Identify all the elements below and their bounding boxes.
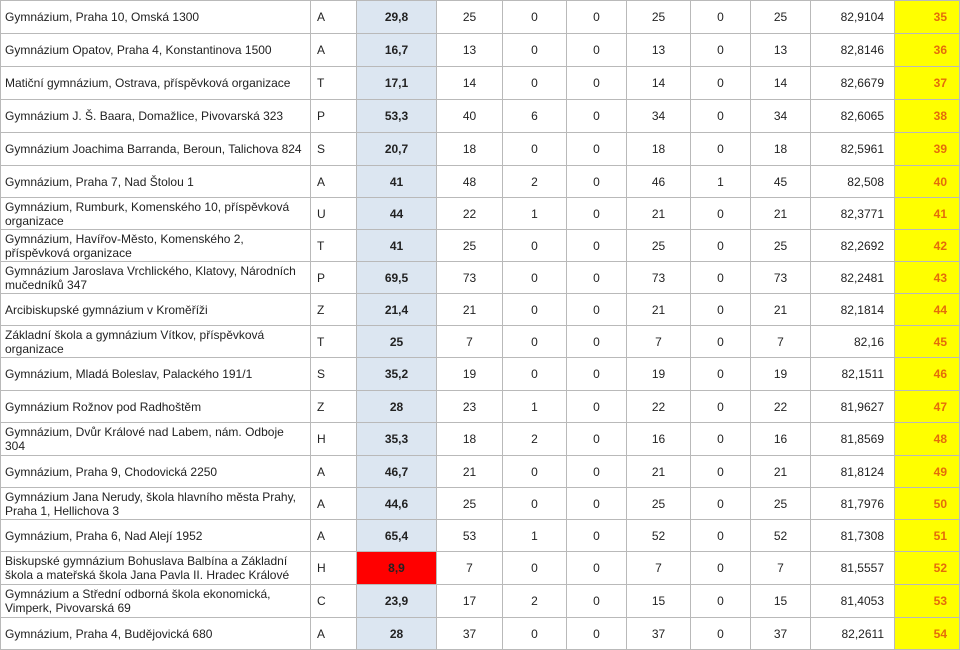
count-cell-6: 21 xyxy=(751,294,811,326)
index-value: 81,8569 xyxy=(811,423,895,456)
rank-cell: 46 xyxy=(895,358,960,391)
table-row xyxy=(1,488,960,520)
count-cell-4: 73 xyxy=(627,262,691,294)
table-row xyxy=(1,423,960,456)
school-type: A xyxy=(311,456,357,488)
school-type: A xyxy=(311,1,357,34)
count-cell-6: 37 xyxy=(751,618,811,650)
count-cell-5: 0 xyxy=(691,552,751,585)
table-row xyxy=(1,358,960,391)
rank-cell: 42 xyxy=(895,230,960,262)
rank-cell: 39 xyxy=(895,133,960,166)
count-cell-1: 23 xyxy=(437,391,503,423)
count-cell-5: 0 xyxy=(691,294,751,326)
school-type: P xyxy=(311,262,357,294)
count-cell-4: 18 xyxy=(627,133,691,166)
index-value: 82,16 xyxy=(811,326,895,358)
count-cell-6: 52 xyxy=(751,520,811,552)
count-cell-4: 21 xyxy=(627,456,691,488)
school-type: T xyxy=(311,230,357,262)
count-cell-5: 0 xyxy=(691,67,751,100)
count-cell-5: 0 xyxy=(691,1,751,34)
score-cell: 41 xyxy=(357,166,437,198)
count-cell-4: 34 xyxy=(627,100,691,133)
count-cell-6: 19 xyxy=(751,358,811,391)
school-name: Gymnázium, Praha 10, Omská 1300 xyxy=(1,1,311,34)
score-cell: 23,9 xyxy=(357,585,437,618)
index-value: 82,1511 xyxy=(811,358,895,391)
index-value: 82,6065 xyxy=(811,100,895,133)
count-cell-4: 19 xyxy=(627,358,691,391)
count-cell-1: 73 xyxy=(437,262,503,294)
count-cell-3: 0 xyxy=(567,423,627,456)
count-cell-2: 6 xyxy=(503,100,567,133)
count-cell-4: 21 xyxy=(627,198,691,230)
school-name: Gymnázium Rožnov pod Radhoštěm xyxy=(1,391,311,423)
count-cell-4: 25 xyxy=(627,230,691,262)
school-type: Z xyxy=(311,391,357,423)
school-type: H xyxy=(311,423,357,456)
index-value: 82,9104 xyxy=(811,1,895,34)
count-cell-6: 25 xyxy=(751,488,811,520)
school-type: S xyxy=(311,358,357,391)
count-cell-5: 0 xyxy=(691,358,751,391)
count-cell-5: 0 xyxy=(691,230,751,262)
count-cell-3: 0 xyxy=(567,230,627,262)
count-cell-2: 1 xyxy=(503,198,567,230)
school-type: T xyxy=(311,326,357,358)
school-type: C xyxy=(311,585,357,618)
index-value: 82,508 xyxy=(811,166,895,198)
school-name: Gymnázium, Praha 9, Chodovická 2250 xyxy=(1,456,311,488)
count-cell-2: 2 xyxy=(503,423,567,456)
school-name: Gymnázium, Mladá Boleslav, Palackého 191/1 xyxy=(1,358,311,391)
table-row xyxy=(1,391,960,423)
count-cell-1: 22 xyxy=(437,198,503,230)
score-cell: 35,3 xyxy=(357,423,437,456)
count-cell-6: 25 xyxy=(751,230,811,262)
rank-cell: 43 xyxy=(895,262,960,294)
table-row xyxy=(1,456,960,488)
count-cell-2: 0 xyxy=(503,488,567,520)
count-cell-6: 7 xyxy=(751,552,811,585)
table-row xyxy=(1,100,960,133)
score-cell: 35,2 xyxy=(357,358,437,391)
school-name: Gymnázium Joachima Barranda, Beroun, Talichova 824 xyxy=(1,133,311,166)
count-cell-1: 21 xyxy=(437,456,503,488)
score-cell: 69,5 xyxy=(357,262,437,294)
count-cell-4: 21 xyxy=(627,294,691,326)
school-type: H xyxy=(311,552,357,585)
index-value: 82,5961 xyxy=(811,133,895,166)
count-cell-1: 13 xyxy=(437,34,503,67)
count-cell-5: 0 xyxy=(691,488,751,520)
count-cell-2: 0 xyxy=(503,133,567,166)
count-cell-6: 21 xyxy=(751,456,811,488)
count-cell-5: 0 xyxy=(691,133,751,166)
count-cell-3: 0 xyxy=(567,294,627,326)
count-cell-5: 0 xyxy=(691,100,751,133)
rank-cell: 52 xyxy=(895,552,960,585)
count-cell-1: 19 xyxy=(437,358,503,391)
count-cell-4: 7 xyxy=(627,552,691,585)
count-cell-4: 25 xyxy=(627,1,691,34)
count-cell-5: 0 xyxy=(691,262,751,294)
rank-cell: 37 xyxy=(895,67,960,100)
count-cell-2: 0 xyxy=(503,552,567,585)
school-type: P xyxy=(311,100,357,133)
count-cell-1: 25 xyxy=(437,1,503,34)
count-cell-1: 17 xyxy=(437,585,503,618)
score-cell: 21,4 xyxy=(357,294,437,326)
count-cell-3: 0 xyxy=(567,34,627,67)
count-cell-4: 7 xyxy=(627,326,691,358)
school-type: A xyxy=(311,618,357,650)
table-body xyxy=(1,1,960,650)
count-cell-4: 46 xyxy=(627,166,691,198)
school-name: Matiční gymnázium, Ostrava, příspěvková organizace xyxy=(1,67,311,100)
count-cell-1: 25 xyxy=(437,230,503,262)
score-cell: 25 xyxy=(357,326,437,358)
rank-cell: 40 xyxy=(895,166,960,198)
index-value: 82,6679 xyxy=(811,67,895,100)
index-value: 82,8146 xyxy=(811,34,895,67)
count-cell-5: 0 xyxy=(691,423,751,456)
count-cell-5: 0 xyxy=(691,34,751,67)
school-name: Gymnázium Opatov, Praha 4, Konstantinova 1500 xyxy=(1,34,311,67)
count-cell-2: 0 xyxy=(503,67,567,100)
table-row xyxy=(1,294,960,326)
count-cell-2: 0 xyxy=(503,230,567,262)
count-cell-3: 0 xyxy=(567,100,627,133)
count-cell-4: 22 xyxy=(627,391,691,423)
count-cell-4: 16 xyxy=(627,423,691,456)
count-cell-5: 0 xyxy=(691,198,751,230)
table-row xyxy=(1,166,960,198)
table-row xyxy=(1,230,960,262)
school-name: Gymnázium, Praha 6, Nad Alejí 1952 xyxy=(1,520,311,552)
rank-cell: 41 xyxy=(895,198,960,230)
count-cell-2: 2 xyxy=(503,585,567,618)
rank-cell: 48 xyxy=(895,423,960,456)
count-cell-4: 52 xyxy=(627,520,691,552)
count-cell-2: 2 xyxy=(503,166,567,198)
index-value: 82,2481 xyxy=(811,262,895,294)
count-cell-1: 25 xyxy=(437,488,503,520)
table-row xyxy=(1,585,960,618)
score-cell: 41 xyxy=(357,230,437,262)
count-cell-1: 18 xyxy=(437,423,503,456)
school-name: Gymnázium, Praha 7, Nad Štolou 1 xyxy=(1,166,311,198)
school-name: Gymnázium a Střední odborná škola ekonomická, Vimperk, Pivovarská 69 xyxy=(1,585,311,618)
count-cell-3: 0 xyxy=(567,262,627,294)
school-type: U xyxy=(311,198,357,230)
count-cell-6: 22 xyxy=(751,391,811,423)
count-cell-5: 0 xyxy=(691,456,751,488)
count-cell-1: 7 xyxy=(437,552,503,585)
count-cell-6: 73 xyxy=(751,262,811,294)
count-cell-2: 0 xyxy=(503,618,567,650)
school-type: T xyxy=(311,67,357,100)
school-name: Gymnázium Jaroslava Vrchlického, Klatovy, Národních mučedníků 347 xyxy=(1,262,311,294)
count-cell-5: 0 xyxy=(691,326,751,358)
school-type: A xyxy=(311,488,357,520)
count-cell-1: 53 xyxy=(437,520,503,552)
rank-cell: 51 xyxy=(895,520,960,552)
score-cell: 17,1 xyxy=(357,67,437,100)
school-type: A xyxy=(311,166,357,198)
index-value: 81,8124 xyxy=(811,456,895,488)
score-cell: 8,9 xyxy=(357,552,437,585)
score-cell: 44,6 xyxy=(357,488,437,520)
index-value: 81,4053 xyxy=(811,585,895,618)
count-cell-2: 0 xyxy=(503,326,567,358)
count-cell-3: 0 xyxy=(567,358,627,391)
rank-cell: 50 xyxy=(895,488,960,520)
count-cell-4: 25 xyxy=(627,488,691,520)
school-name: Gymnázium, Havířov-Město, Komenského 2, příspěvková organizace xyxy=(1,230,311,262)
index-value: 82,1814 xyxy=(811,294,895,326)
count-cell-1: 37 xyxy=(437,618,503,650)
count-cell-2: 0 xyxy=(503,358,567,391)
rank-cell: 49 xyxy=(895,456,960,488)
rank-cell: 36 xyxy=(895,34,960,67)
count-cell-3: 0 xyxy=(567,391,627,423)
table-row xyxy=(1,1,960,34)
index-value: 81,5557 xyxy=(811,552,895,585)
score-cell: 65,4 xyxy=(357,520,437,552)
school-type: Z xyxy=(311,294,357,326)
index-value: 82,3771 xyxy=(811,198,895,230)
count-cell-6: 18 xyxy=(751,133,811,166)
score-cell: 28 xyxy=(357,618,437,650)
count-cell-2: 0 xyxy=(503,456,567,488)
count-cell-6: 21 xyxy=(751,198,811,230)
school-name: Gymnázium Jana Nerudy, škola hlavního města Prahy, Praha 1, Hellichova 3 xyxy=(1,488,311,520)
count-cell-3: 0 xyxy=(567,552,627,585)
school-name: Gymnázium, Rumburk, Komenského 10, příspěvková organizace xyxy=(1,198,311,230)
table-row xyxy=(1,262,960,294)
table-row xyxy=(1,67,960,100)
count-cell-6: 16 xyxy=(751,423,811,456)
count-cell-4: 15 xyxy=(627,585,691,618)
count-cell-2: 1 xyxy=(503,391,567,423)
count-cell-1: 18 xyxy=(437,133,503,166)
rank-cell: 35 xyxy=(895,1,960,34)
rank-cell: 47 xyxy=(895,391,960,423)
score-cell: 28 xyxy=(357,391,437,423)
count-cell-4: 37 xyxy=(627,618,691,650)
count-cell-3: 0 xyxy=(567,520,627,552)
school-name: Arcibiskupské gymnázium v Kroměříži xyxy=(1,294,311,326)
school-name: Biskupské gymnázium Bohuslava Balbína a Základní škola a mateřská škola Jana Pavla II. Hradec Králové xyxy=(1,552,311,585)
count-cell-5: 0 xyxy=(691,585,751,618)
count-cell-5: 1 xyxy=(691,166,751,198)
rank-cell: 53 xyxy=(895,585,960,618)
school-type: S xyxy=(311,133,357,166)
index-value: 82,2611 xyxy=(811,618,895,650)
count-cell-6: 7 xyxy=(751,326,811,358)
school-name: Gymnázium, Dvůr Králové nad Labem, nám. Odboje 304 xyxy=(1,423,311,456)
score-cell: 46,7 xyxy=(357,456,437,488)
count-cell-2: 1 xyxy=(503,520,567,552)
count-cell-2: 0 xyxy=(503,262,567,294)
school-name: Základní škola a gymnázium Vítkov, příspěvková organizace xyxy=(1,326,311,358)
count-cell-6: 45 xyxy=(751,166,811,198)
count-cell-3: 0 xyxy=(567,326,627,358)
count-cell-1: 14 xyxy=(437,67,503,100)
count-cell-5: 0 xyxy=(691,618,751,650)
table-row xyxy=(1,34,960,67)
count-cell-3: 0 xyxy=(567,1,627,34)
count-cell-4: 14 xyxy=(627,67,691,100)
table-row xyxy=(1,618,960,650)
count-cell-3: 0 xyxy=(567,166,627,198)
count-cell-3: 0 xyxy=(567,456,627,488)
index-value: 81,9627 xyxy=(811,391,895,423)
rank-cell: 45 xyxy=(895,326,960,358)
count-cell-3: 0 xyxy=(567,618,627,650)
table-row xyxy=(1,133,960,166)
score-cell: 29,8 xyxy=(357,1,437,34)
table-row xyxy=(1,326,960,358)
count-cell-3: 0 xyxy=(567,133,627,166)
school-name: Gymnázium J. Š. Baara, Domažlice, Pivovarská 323 xyxy=(1,100,311,133)
score-cell: 44 xyxy=(357,198,437,230)
index-value: 82,2692 xyxy=(811,230,895,262)
index-value: 81,7308 xyxy=(811,520,895,552)
index-value: 81,7976 xyxy=(811,488,895,520)
count-cell-3: 0 xyxy=(567,488,627,520)
count-cell-6: 14 xyxy=(751,67,811,100)
count-cell-3: 0 xyxy=(567,585,627,618)
table-row xyxy=(1,552,960,585)
count-cell-1: 48 xyxy=(437,166,503,198)
score-cell: 53,3 xyxy=(357,100,437,133)
score-cell: 16,7 xyxy=(357,34,437,67)
school-type: A xyxy=(311,34,357,67)
count-cell-5: 0 xyxy=(691,520,751,552)
count-cell-6: 34 xyxy=(751,100,811,133)
rank-cell: 38 xyxy=(895,100,960,133)
rank-cell: 54 xyxy=(895,618,960,650)
score-cell: 20,7 xyxy=(357,133,437,166)
count-cell-1: 7 xyxy=(437,326,503,358)
count-cell-1: 21 xyxy=(437,294,503,326)
count-cell-4: 13 xyxy=(627,34,691,67)
count-cell-2: 0 xyxy=(503,294,567,326)
count-cell-5: 0 xyxy=(691,391,751,423)
table-row xyxy=(1,198,960,230)
rank-cell: 44 xyxy=(895,294,960,326)
count-cell-3: 0 xyxy=(567,198,627,230)
count-cell-6: 13 xyxy=(751,34,811,67)
count-cell-3: 0 xyxy=(567,67,627,100)
school-name: Gymnázium, Praha 4, Budějovická 680 xyxy=(1,618,311,650)
count-cell-1: 40 xyxy=(437,100,503,133)
count-cell-2: 0 xyxy=(503,1,567,34)
count-cell-2: 0 xyxy=(503,34,567,67)
count-cell-6: 15 xyxy=(751,585,811,618)
count-cell-6: 25 xyxy=(751,1,811,34)
school-type: A xyxy=(311,520,357,552)
table-row xyxy=(1,520,960,552)
